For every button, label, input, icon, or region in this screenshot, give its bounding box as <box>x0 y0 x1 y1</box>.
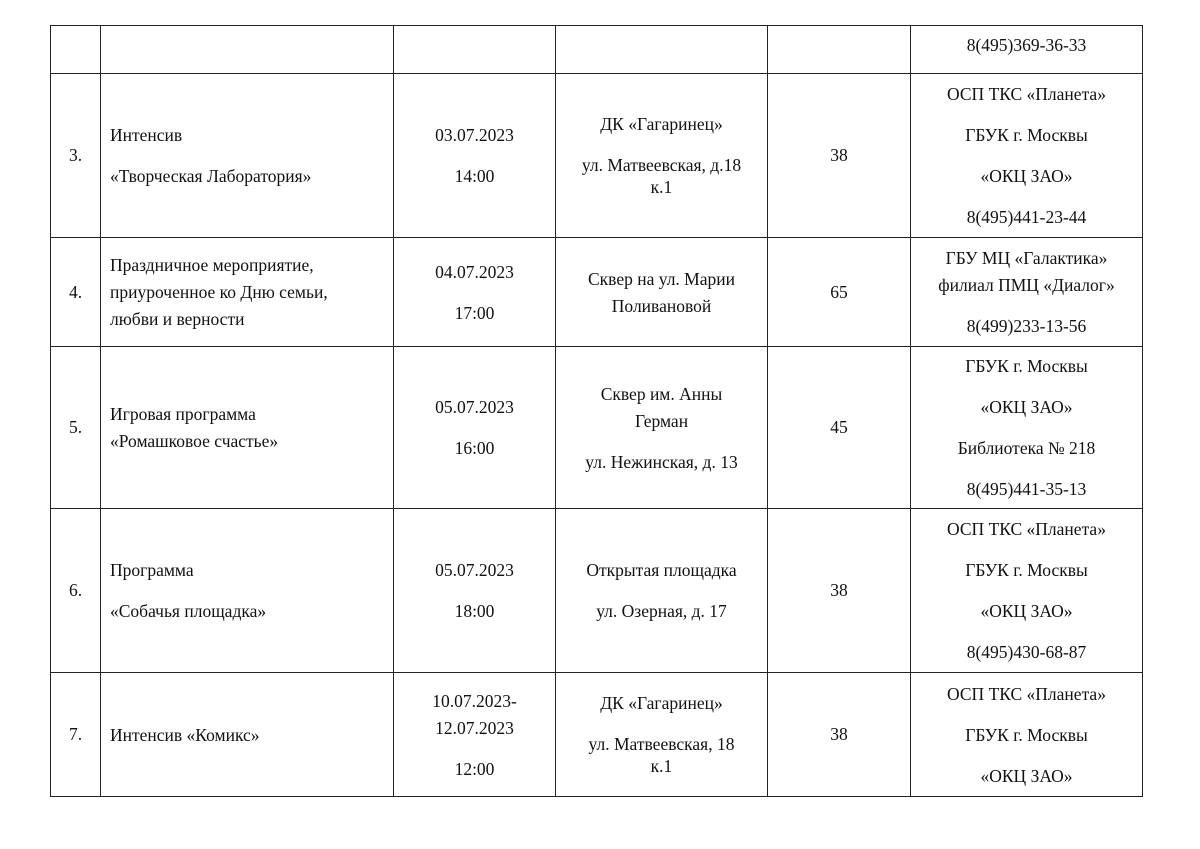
event-name <box>101 347 394 509</box>
event-date <box>394 347 556 509</box>
event-place <box>556 238 768 347</box>
organizer <box>911 509 1143 673</box>
event-time-line: 14:00 <box>454 166 495 186</box>
participant-count <box>768 26 911 74</box>
event-place-line: ДК «Гагаринец» <box>600 114 723 134</box>
event-name <box>101 673 394 797</box>
organizer-line: ГБУК г. Москвы <box>965 125 1088 145</box>
event-name-line: Интенсив <box>110 125 183 145</box>
event-place <box>556 74 768 238</box>
event-date-line: 05.07.2023 <box>435 560 514 580</box>
organizer-phone: 8(495)441-35-13 <box>966 479 1087 499</box>
event-date <box>394 509 556 673</box>
participant-count: 65 <box>768 238 911 347</box>
table-row <box>51 74 1143 238</box>
table-row <box>51 347 1143 509</box>
event-place <box>556 26 768 74</box>
event-place-line: ДК «Гагаринец» <box>600 693 723 713</box>
organizer-line: ГБУ МЦ «Галактика» <box>945 248 1108 268</box>
participant-count: 45 <box>768 347 911 509</box>
participant-count: 38 <box>768 509 911 673</box>
row-number: 6. <box>51 509 101 673</box>
event-place-line: Сквер на ул. Марии <box>587 268 735 289</box>
event-name <box>101 238 394 347</box>
events-table <box>50 25 1143 797</box>
organizer <box>911 347 1143 509</box>
event-date-line: 04.07.2023 <box>435 261 514 282</box>
row-number: 7. <box>51 673 101 797</box>
organizer <box>911 238 1143 347</box>
event-name <box>101 74 394 238</box>
event-date-line: 12.07.2023 <box>435 717 514 738</box>
event-time-line: 16:00 <box>454 438 495 458</box>
organizer-line: «ОКЦ ЗАО» <box>980 166 1073 186</box>
event-name <box>101 509 394 673</box>
event-name <box>101 26 394 74</box>
event-date <box>394 673 556 797</box>
organizer-phone: 8(499)233-13-56 <box>966 316 1087 336</box>
organizer <box>911 74 1143 238</box>
organizer-line: «ОКЦ ЗАО» <box>980 601 1073 621</box>
event-name-line: Интенсив «Комикс» <box>110 724 260 745</box>
event-place-line: к.1 <box>650 756 673 776</box>
event-date <box>394 74 556 238</box>
event-place-line: Открытая площадка <box>586 560 737 580</box>
row-number: 4. <box>51 238 101 347</box>
event-place <box>556 673 768 797</box>
event-time-line: 18:00 <box>454 601 495 621</box>
organizer-line: ОСП ТКС «Планета» <box>947 84 1106 104</box>
organizer-line: ОСП ТКС «Планета» <box>947 519 1106 539</box>
table-row <box>51 673 1143 797</box>
organizer-phone: 8(495)430-68-87 <box>966 642 1087 662</box>
event-date <box>394 238 556 347</box>
event-name-line: любви и верности <box>110 309 245 329</box>
row-number: 5. <box>51 347 101 509</box>
table-row <box>51 509 1143 673</box>
row-number: 3. <box>51 74 101 238</box>
event-place-line: Сквер им. Анны <box>600 383 723 404</box>
event-name-line: Программа <box>110 560 194 580</box>
organizer-line: ОСП ТКС «Планета» <box>947 683 1106 704</box>
event-place-line: к.1 <box>650 177 673 197</box>
event-date <box>394 26 556 74</box>
event-place-line: Герман <box>634 410 689 431</box>
organizer <box>911 673 1143 797</box>
event-name-line: Праздничное мероприятие, <box>110 255 314 275</box>
organizer-line: «ОКЦ ЗАО» <box>980 765 1073 786</box>
event-place-line: Поливановой <box>611 295 712 316</box>
event-date-line: 03.07.2023 <box>435 125 514 145</box>
organizer-line: ГБУК г. Москвы <box>965 356 1088 376</box>
organizer <box>911 26 1143 74</box>
organizer-line: 8(495)369-36-33 <box>966 35 1087 55</box>
table-row <box>51 238 1143 347</box>
event-place-line: ул. Матвеевская, 18 <box>588 734 735 754</box>
organizer-line: «ОКЦ ЗАО» <box>980 397 1073 417</box>
event-name-line: «Собачья площадка» <box>110 601 267 621</box>
table-row <box>51 26 1143 74</box>
event-date-line: 10.07.2023- <box>432 690 517 711</box>
organizer-phone: 8(495)441-23-44 <box>966 207 1087 227</box>
participant-count: 38 <box>768 673 911 797</box>
organizer-line: ГБУК г. Москвы <box>965 724 1088 745</box>
event-name-line: приуроченное ко Дню семьи, <box>110 282 328 302</box>
organizer-line: Библиотека № 218 <box>957 438 1096 458</box>
event-place <box>556 347 768 509</box>
row-number <box>51 26 101 74</box>
event-place <box>556 509 768 673</box>
event-place-line: ул. Озерная, д. 17 <box>596 601 727 621</box>
event-name-line: «Творческая Лаборатория» <box>110 166 312 186</box>
event-name-line: Игровая программа <box>110 404 256 424</box>
organizer-line: филиал ПМЦ «Диалог» <box>938 275 1115 295</box>
organizer-line: ГБУК г. Москвы <box>965 560 1088 580</box>
event-place-line: ул. Нежинская, д. 13 <box>585 451 738 472</box>
event-time-line: 17:00 <box>454 302 495 323</box>
event-name-line: «Ромашковое счастье» <box>110 431 279 451</box>
event-time-line: 12:00 <box>454 758 495 779</box>
participant-count: 38 <box>768 74 911 238</box>
event-date-line: 05.07.2023 <box>435 397 514 417</box>
event-place-line: ул. Матвеевская, д.18 <box>581 155 742 175</box>
